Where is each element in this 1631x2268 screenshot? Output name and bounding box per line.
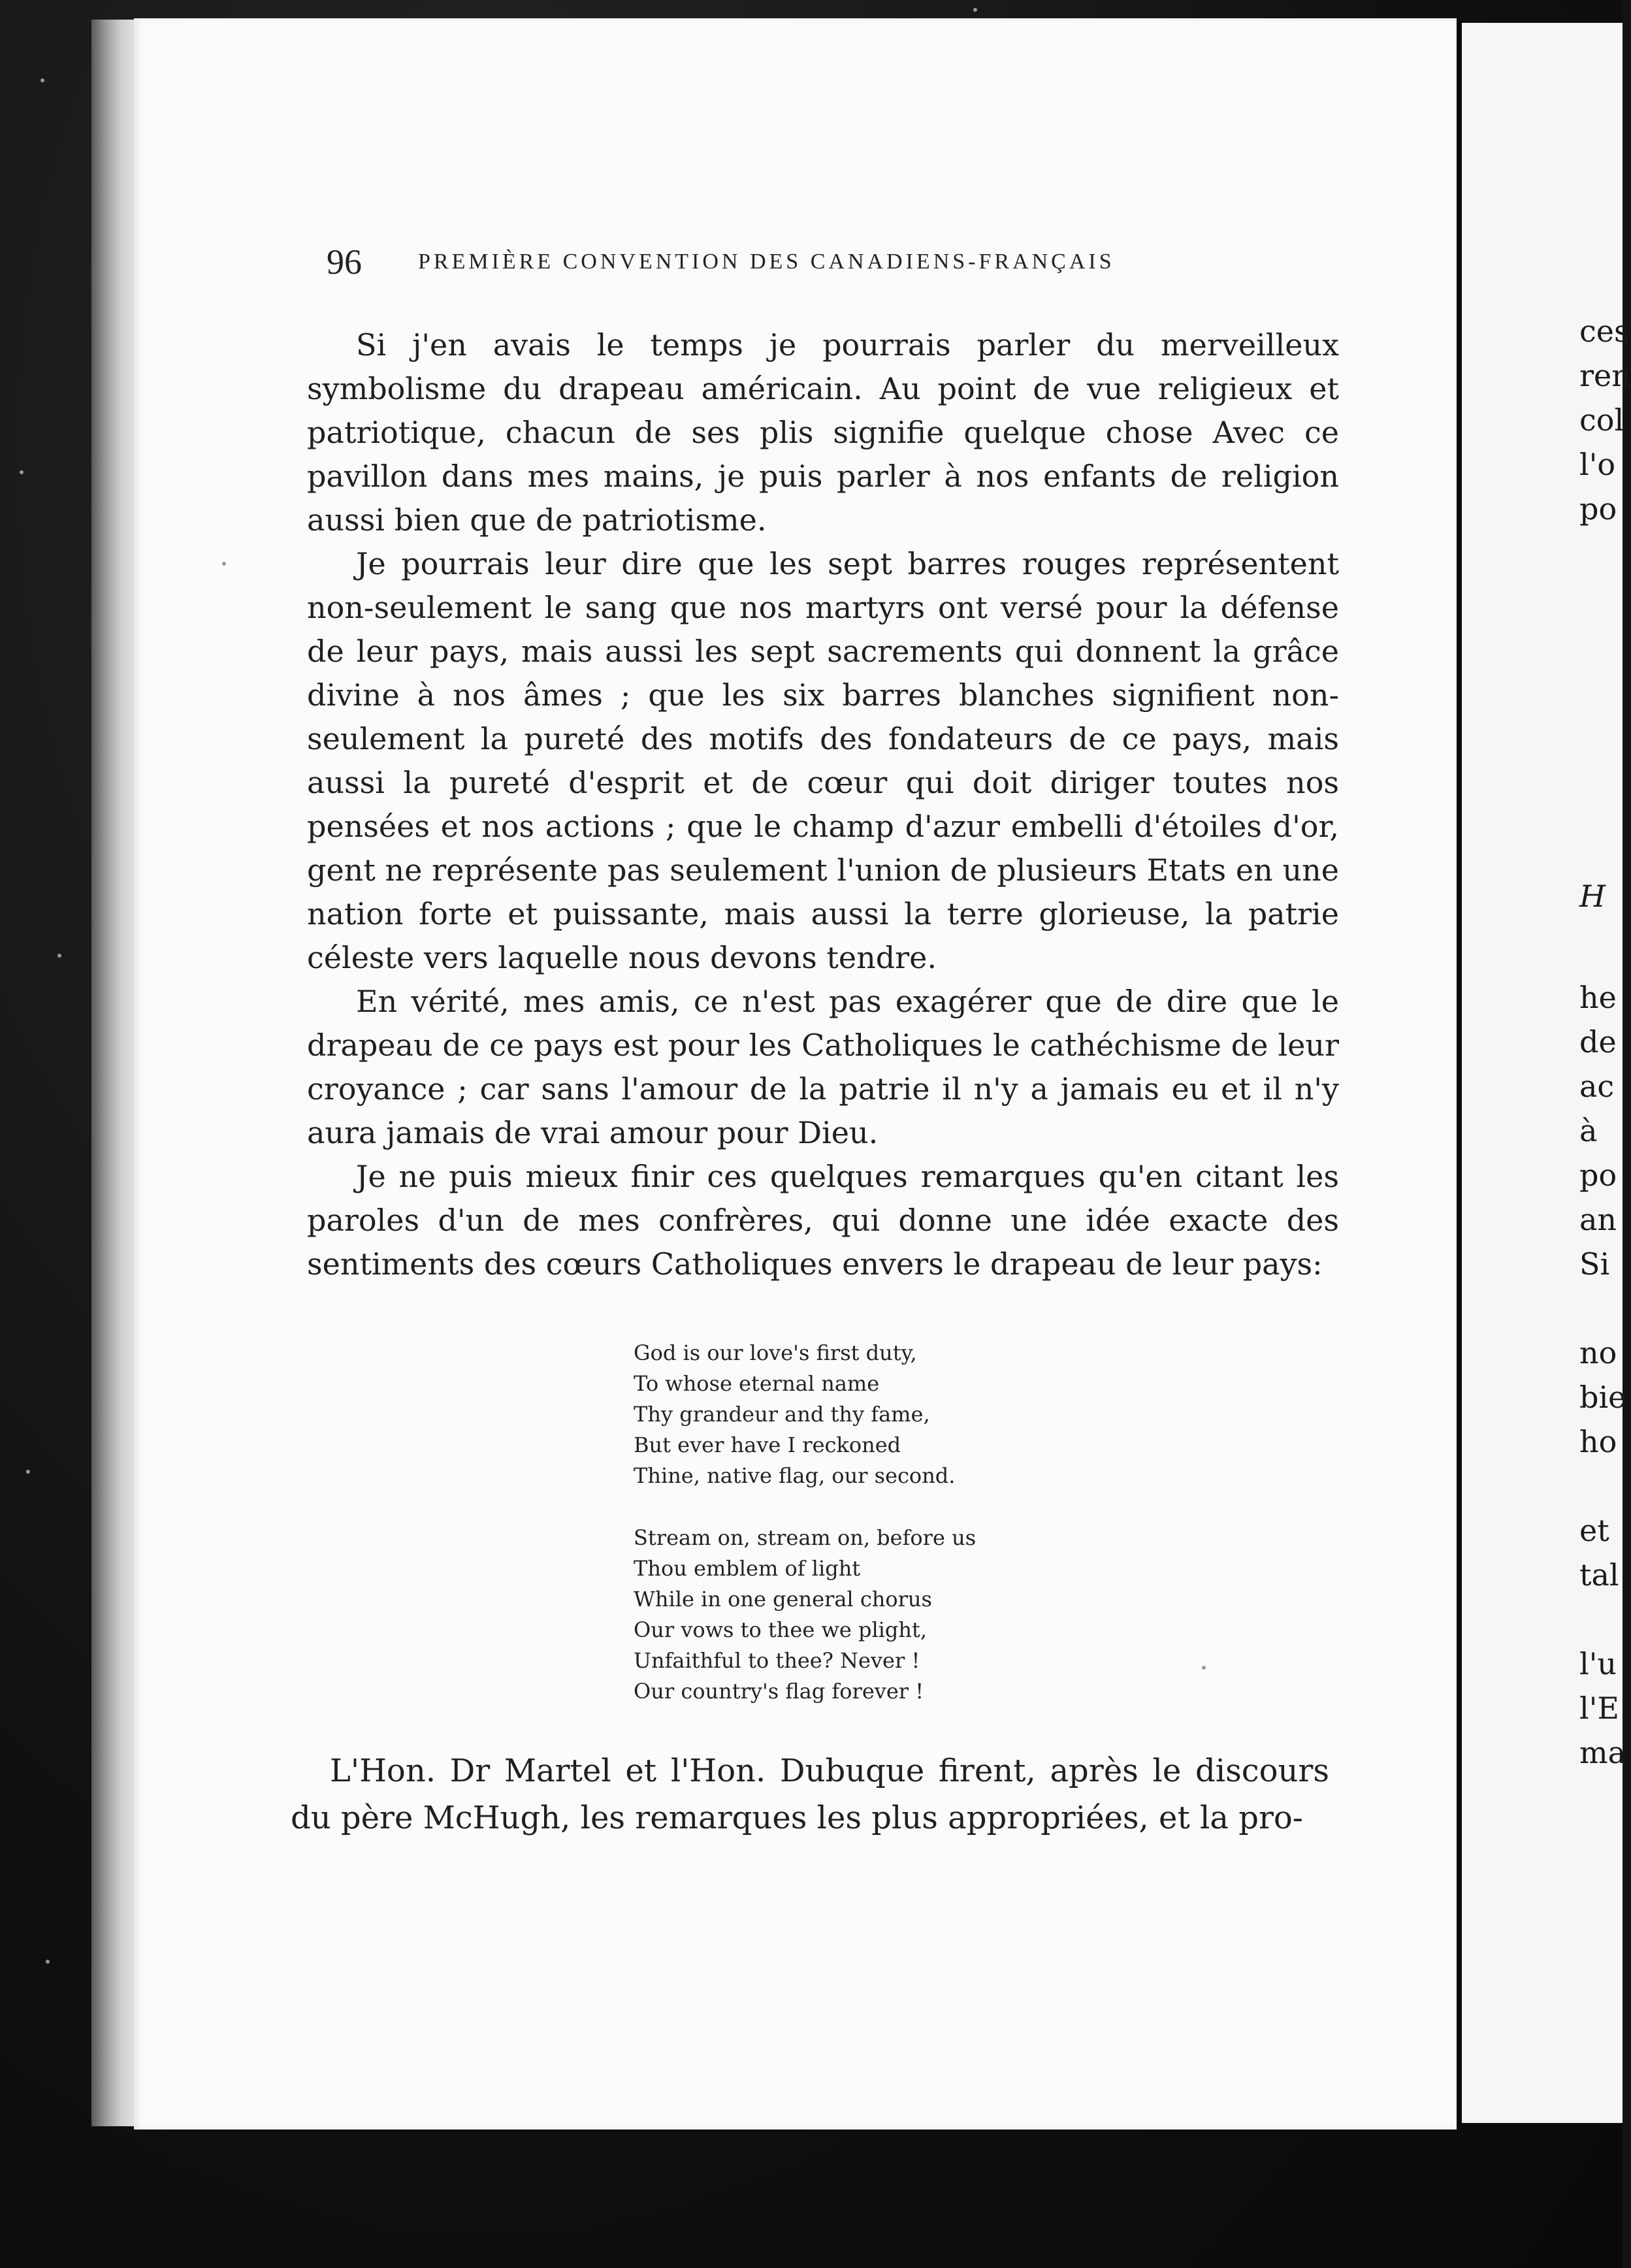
- fragment: col: [1579, 402, 1624, 438]
- paragraph: Je ne puis mieux finir ces quelques remarques qu'en citant les paroles d'un de mes confrères, qui donne une idée exacte des sentiments des cœurs Catholiques envers le drapeau de leur pays:: [307, 1159, 1339, 1282]
- fragment: po: [1579, 491, 1617, 526]
- running-title: PREMIÈRE CONVENTION DES CANADIENS-FRANÇAIS: [418, 250, 1115, 274]
- speck: [973, 8, 977, 12]
- speck: [26, 1470, 30, 1474]
- fragment: po: [1579, 1158, 1617, 1193]
- poem-line: God is our love's first duty,: [634, 1340, 917, 1365]
- poem-line: Unfaithful to thee? Never !: [634, 1648, 920, 1673]
- body-text: [307, 323, 1339, 1286]
- paragraph: L'Hon. Dr Martel et l'Hon. Dubuque firent, après le discours du père McHugh, les remarques les plus appropriées, et la pro-: [291, 1753, 1329, 1836]
- fragment: he: [1579, 980, 1617, 1015]
- poem-stanza: [634, 1523, 1130, 1707]
- fragment: ho: [1579, 1424, 1617, 1459]
- poem-line: Our country's flag forever !: [634, 1679, 924, 1704]
- closing-text: [291, 1747, 1329, 1841]
- fragment: H: [1579, 879, 1606, 914]
- speck: [1202, 1666, 1206, 1670]
- page-header: [327, 242, 1293, 287]
- fragment: an: [1579, 1202, 1617, 1237]
- poem-line: Thou emblem of light: [634, 1556, 861, 1581]
- poem-line: Stream on, stream on, before us: [634, 1525, 977, 1550]
- page-number: 96: [327, 242, 362, 282]
- fragment: et: [1579, 1513, 1609, 1548]
- fragment: de: [1579, 1024, 1617, 1060]
- fragment: à: [1579, 1113, 1598, 1148]
- poem-line: Thy grandeur and thy fame,: [634, 1402, 930, 1427]
- poem-stanza: [634, 1338, 1130, 1491]
- fragment: tal: [1579, 1557, 1619, 1593]
- fragment: ac: [1579, 1069, 1615, 1104]
- fragment: ma: [1579, 1735, 1626, 1770]
- paragraph: Si j'en avais le temps je pourrais parler du merveilleux symbolisme du drapeau américain. Au point de vue religieux et patriotique, chacun de ses plis signifie quelque chose Avec ce pavillon dans mes mains, je puis parler à nos enfants de religion aussi bien que de patriotisme.: [307, 327, 1339, 538]
- fragment: l'E: [1579, 1691, 1619, 1726]
- fragment: l'u: [1579, 1646, 1617, 1681]
- poem-line: While in one general chorus: [634, 1587, 932, 1612]
- poem-line: But ever have I reckoned: [634, 1433, 901, 1457]
- paragraph: Je pourrais leur dire que les sept barres rouges représentent non-seulement le sang que nos martyrs ont versé pour la défense de leur pays, mais aussi les sept sacrements qui donnent la grâce divine à nos âmes ; que les six barres blanches signifient non-seulement la pureté des motifs des fondateurs de ce pays, mais aussi la pureté d'esprit et de cœur qui doit diriger toutes nos pensées et nos actions ; que le champ d'azur embelli d'étoiles d'or, gent ne représente pas seulement l'union de plusieurs Etats en une nation forte et puissante, mais aussi la terre glorieuse, la patrie céleste vers laquelle nous devons tendre.: [307, 546, 1339, 975]
- fragment: bie: [1579, 1380, 1626, 1415]
- fragment: ces: [1579, 314, 1630, 349]
- speck: [40, 78, 44, 82]
- poem: [634, 1338, 1130, 1738]
- fragment: ren: [1579, 358, 1631, 393]
- speck: [20, 470, 24, 474]
- fragment: l'o: [1579, 447, 1616, 482]
- paragraph: En vérité, mes amis, ce n'est pas exagérer que de dire que le drapeau de ce pays est pour les Catholiques le cathéchisme de leur croyance ; car sans l'amour de la patrie il n'y a jamais eu et il n'y aura jamais de vrai amour pour Dieu.: [307, 984, 1339, 1150]
- fragment: Si: [1579, 1246, 1610, 1282]
- fragment: no: [1579, 1335, 1617, 1370]
- speck: [57, 954, 61, 958]
- poem-line: Thine, native flag, our second.: [634, 1463, 956, 1488]
- poem-line: Our vows to thee we plight,: [634, 1617, 928, 1642]
- speck: [222, 562, 226, 566]
- poem-line: To whose eternal name: [634, 1371, 880, 1396]
- speck: [46, 1960, 50, 1964]
- book-page-edge: [91, 20, 140, 2126]
